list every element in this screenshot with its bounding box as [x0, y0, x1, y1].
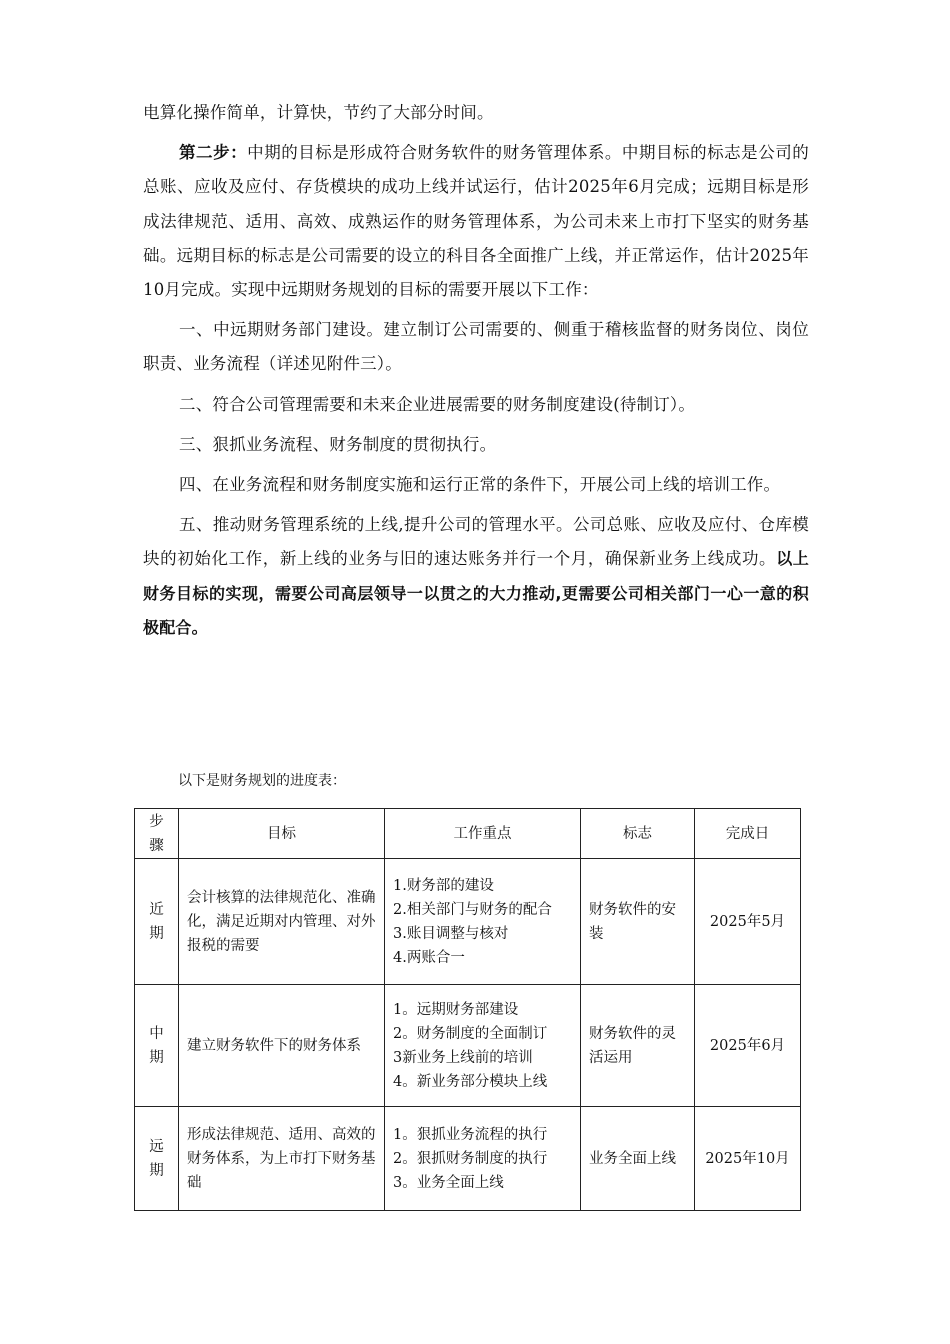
- row-focus: [385, 985, 581, 1107]
- row-mark: 财务软件的安装: [581, 859, 695, 985]
- focus-item: 3.账目调整与核对: [393, 925, 509, 942]
- item-five-text: 五、推动财务管理系统的上线,提升公司的管理水平。公司总账、应收及应付、仓库模块的初始化工作，新上线的业务与旧的速达账务并行一个月，确保新业务上线成功。: [143, 515, 809, 569]
- document-body: [143, 96, 809, 645]
- row-goal: 形成法律规范、适用、高效的财务体系，为上市打下财务基础: [179, 1107, 385, 1211]
- item-five-emphasis: 以上财务目标的实现，需要公司高层领导一以贯之的大力推动,更需要公司相关部门一心一意的积极配合。: [143, 549, 810, 637]
- row-goal: 会计核算的法律规范化、准确化，满足近期对内管理、对外报税的需要: [179, 859, 385, 985]
- row-mark: 业务全面上线: [581, 1107, 695, 1211]
- step-two-text: 中期的目标是形成符合财务软件的财务管理体系。中期目标的标志是公司的总账、应收及应付、存货模块的成功上线并试运行，估计2025年6月完成；远期目标是形成法律规范、适用、高效、成熟运作的财务管理体系，为公司未来上市打下坚实的财务基础。远期目标的标志是公司需要的设立的科目各全面推广上线，并正常运作，估计2025年10月完成。实现中远期财务规划的目标的需要开展以下工作：: [143, 143, 809, 300]
- header-step: 步骤: [135, 809, 179, 859]
- table-header-row: [135, 809, 801, 859]
- table-caption: 以下是财务规划的进度表：: [178, 773, 346, 789]
- table-row: [135, 859, 801, 985]
- row-mark: 财务软件的灵活运用: [581, 985, 695, 1107]
- row-focus: [385, 859, 581, 985]
- paragraph-item-two: 二、符合公司管理需要和未来企业进展需要的财务制度建设(待制订）。: [179, 394, 696, 414]
- paragraph-item-four: 四、在业务流程和财务制度实施和运行正常的条件下，开展公司上线的培训工作。: [179, 475, 781, 495]
- focus-item: 2。财务制度的全面制订 3新业务上线前的培训 4。新业务部分模块上线: [393, 1025, 577, 1090]
- row-step: 远期: [135, 1107, 179, 1211]
- paragraph-item-three: 三、狠抓业务流程、财务制度的贯彻执行。: [179, 434, 497, 454]
- focus-item: 1。远期财务部建设: [393, 1001, 519, 1018]
- header-date: 完成日: [695, 809, 801, 859]
- step-two-label: 第二步：: [179, 143, 248, 163]
- table-row: [135, 1107, 801, 1211]
- row-focus: [385, 1107, 581, 1211]
- row-step: 中期: [135, 985, 179, 1107]
- progress-table: [134, 808, 801, 1211]
- focus-item: 2.相关部门与财务的配合: [393, 901, 552, 918]
- paragraph-intro: 电算化操作简单，计算快，节约了大部分时间。: [143, 103, 494, 122]
- row-goal: 建立财务软件下的财务体系: [179, 985, 385, 1107]
- row-date: 2025年10月: [695, 1107, 801, 1211]
- header-mark: 标志: [581, 809, 695, 859]
- header-focus: 工作重点: [385, 809, 581, 859]
- row-date: 2025年6月: [695, 985, 801, 1107]
- focus-item: 1.财务部的建设: [393, 877, 494, 894]
- focus-item: 4.两账合一: [393, 949, 465, 966]
- header-goal: 目标: [179, 809, 385, 859]
- table-row: [135, 985, 801, 1107]
- paragraph-item-one: 一、中远期财务部门建设。建立制订公司需要的、侧重于稽核监督的财务岗位、岗位职责、业务流程（详述见附件三）。: [143, 320, 809, 374]
- row-step: 近期: [135, 859, 179, 985]
- focus-item: 1。狠抓业务流程的执行 2。狠抓财务制度的执行 3。业务全面上线: [393, 1126, 577, 1191]
- paragraph-item-five: [143, 508, 809, 645]
- row-date: 2025年5月: [695, 859, 801, 985]
- paragraph-step-two: [143, 136, 809, 307]
